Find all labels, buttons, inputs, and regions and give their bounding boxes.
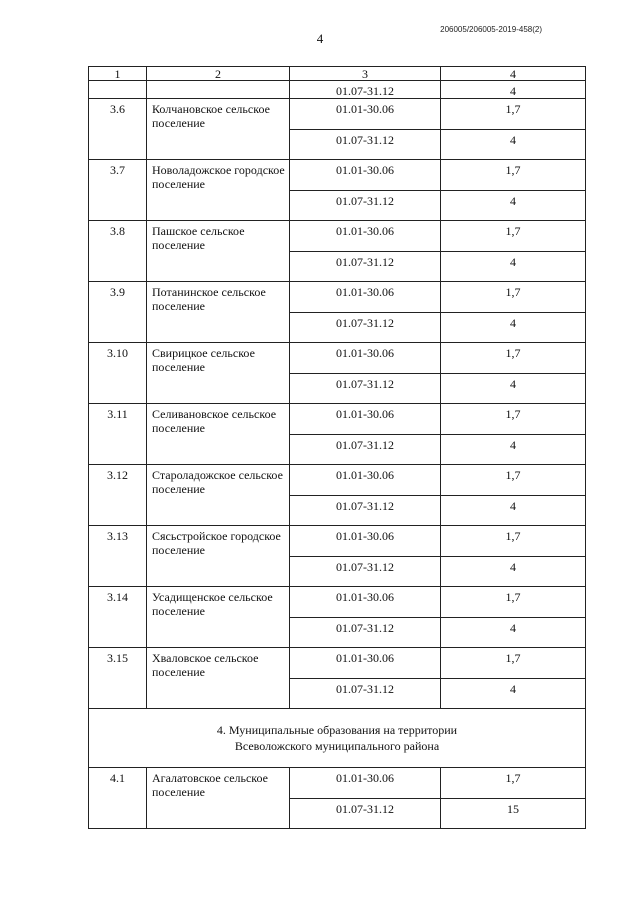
- period-first-half: 01.01-30.06: [290, 282, 441, 313]
- continuation-row: [89, 81, 586, 99]
- section-heading: [89, 709, 586, 768]
- table-row: [89, 768, 586, 799]
- continuation-number-cell: [89, 81, 147, 99]
- header-cell-1: 1: [89, 67, 147, 81]
- row-number: 3.13: [89, 526, 147, 587]
- period-second-half: 01.07-31.12: [290, 130, 441, 160]
- period-first-half: 01.01-30.06: [290, 526, 441, 557]
- settlement-name: Колчановское сельское поселение: [147, 99, 290, 160]
- value-second-half: 4: [441, 618, 586, 648]
- period-second-half: 01.07-31.12: [290, 618, 441, 648]
- value-first-half: 1,7: [441, 768, 586, 799]
- period-first-half: 01.01-30.06: [290, 343, 441, 374]
- period-second-half: 01.07-31.12: [290, 557, 441, 587]
- settlement-name: Сясьстройское городское поселение: [147, 526, 290, 587]
- period-second-half: 01.07-31.12: [290, 191, 441, 221]
- settlement-name: Пашское сельское поселение: [147, 221, 290, 282]
- section-heading-line-1: 4. Муниципальные образования на территории: [216, 723, 458, 737]
- section-heading-line-2: Всеволожского муниципального района: [234, 739, 440, 753]
- row-number: 3.11: [89, 404, 147, 465]
- value-first-half: 1,7: [441, 648, 586, 679]
- settlement-name: Новоладожское городское поселение: [147, 160, 290, 221]
- value-second-half: 15: [441, 799, 586, 829]
- value-first-half: 1,7: [441, 99, 586, 130]
- value-second-half: 4: [441, 191, 586, 221]
- period-second-half: 01.07-31.12: [290, 496, 441, 526]
- value-second-half: 4: [441, 374, 586, 404]
- table-row: [89, 99, 586, 130]
- section-row: [89, 709, 586, 768]
- row-number: 3.8: [89, 221, 147, 282]
- period-first-half: 01.01-30.06: [290, 465, 441, 496]
- table-row: [89, 465, 586, 496]
- value-second-half: 4: [441, 557, 586, 587]
- settlement-name: Потанинское сельское поселение: [147, 282, 290, 343]
- continuation-name-cell: [147, 81, 290, 99]
- period-second-half: 01.07-31.12: [290, 252, 441, 282]
- settlement-name: Усадищенское сельское поселение: [147, 587, 290, 648]
- table-row: [89, 160, 586, 191]
- table-row: [89, 221, 586, 252]
- period-first-half: 01.01-30.06: [290, 221, 441, 252]
- period-first-half: 01.01-30.06: [290, 99, 441, 130]
- continuation-value: 4: [441, 81, 586, 99]
- period-first-half: 01.01-30.06: [290, 404, 441, 435]
- table-row: [89, 282, 586, 313]
- table-row: [89, 526, 586, 557]
- continuation-period: 01.07-31.12: [290, 81, 441, 99]
- value-first-half: 1,7: [441, 160, 586, 191]
- table-row: [89, 587, 586, 618]
- row-number: 3.14: [89, 587, 147, 648]
- row-number: 3.15: [89, 648, 147, 709]
- period-first-half: 01.01-30.06: [290, 160, 441, 191]
- settlement-name: Селивановское сельское поселение: [147, 404, 290, 465]
- tariff-table: [88, 66, 586, 829]
- tariff-table-body: [89, 67, 586, 829]
- period-second-half: 01.07-31.12: [290, 313, 441, 343]
- header-row: [89, 67, 586, 81]
- settlement-name: Хваловское сельское поселение: [147, 648, 290, 709]
- period-second-half: 01.07-31.12: [290, 374, 441, 404]
- period-first-half: 01.01-30.06: [290, 587, 441, 618]
- value-first-half: 1,7: [441, 587, 586, 618]
- page-number: 4: [316, 31, 324, 46]
- table-row: [89, 648, 586, 679]
- row-number: 3.12: [89, 465, 147, 526]
- header-cell-4: 4: [441, 67, 586, 81]
- value-first-half: 1,7: [441, 343, 586, 374]
- row-number: 3.10: [89, 343, 147, 404]
- period-first-half: 01.01-30.06: [290, 768, 441, 799]
- settlement-name: Свирицкое сельское поселение: [147, 343, 290, 404]
- period-second-half: 01.07-31.12: [290, 799, 441, 829]
- value-first-half: 1,7: [441, 282, 586, 313]
- period-first-half: 01.01-30.06: [290, 648, 441, 679]
- value-first-half: 1,7: [441, 404, 586, 435]
- row-number: 3.9: [89, 282, 147, 343]
- row-number: 3.6: [89, 99, 147, 160]
- table-row: [89, 404, 586, 435]
- value-second-half: 4: [441, 252, 586, 282]
- value-second-half: 4: [441, 679, 586, 709]
- header-cell-3: 3: [290, 67, 441, 81]
- header-cell-2: 2: [147, 67, 290, 81]
- value-first-half: 1,7: [441, 221, 586, 252]
- value-second-half: 4: [441, 313, 586, 343]
- row-number: 4.1: [89, 768, 147, 829]
- settlement-name: Агалатовское сельское поселение: [147, 768, 290, 829]
- row-number: 3.7: [89, 160, 147, 221]
- value-second-half: 4: [441, 496, 586, 526]
- value-first-half: 1,7: [441, 526, 586, 557]
- value-first-half: 1,7: [441, 465, 586, 496]
- value-second-half: 4: [441, 130, 586, 160]
- document-reference: 206005/206005-2019-458(2): [440, 25, 542, 34]
- value-second-half: 4: [441, 435, 586, 465]
- table-row: [89, 343, 586, 374]
- period-second-half: 01.07-31.12: [290, 679, 441, 709]
- settlement-name: Староладожское сельское поселение: [147, 465, 290, 526]
- period-second-half: 01.07-31.12: [290, 435, 441, 465]
